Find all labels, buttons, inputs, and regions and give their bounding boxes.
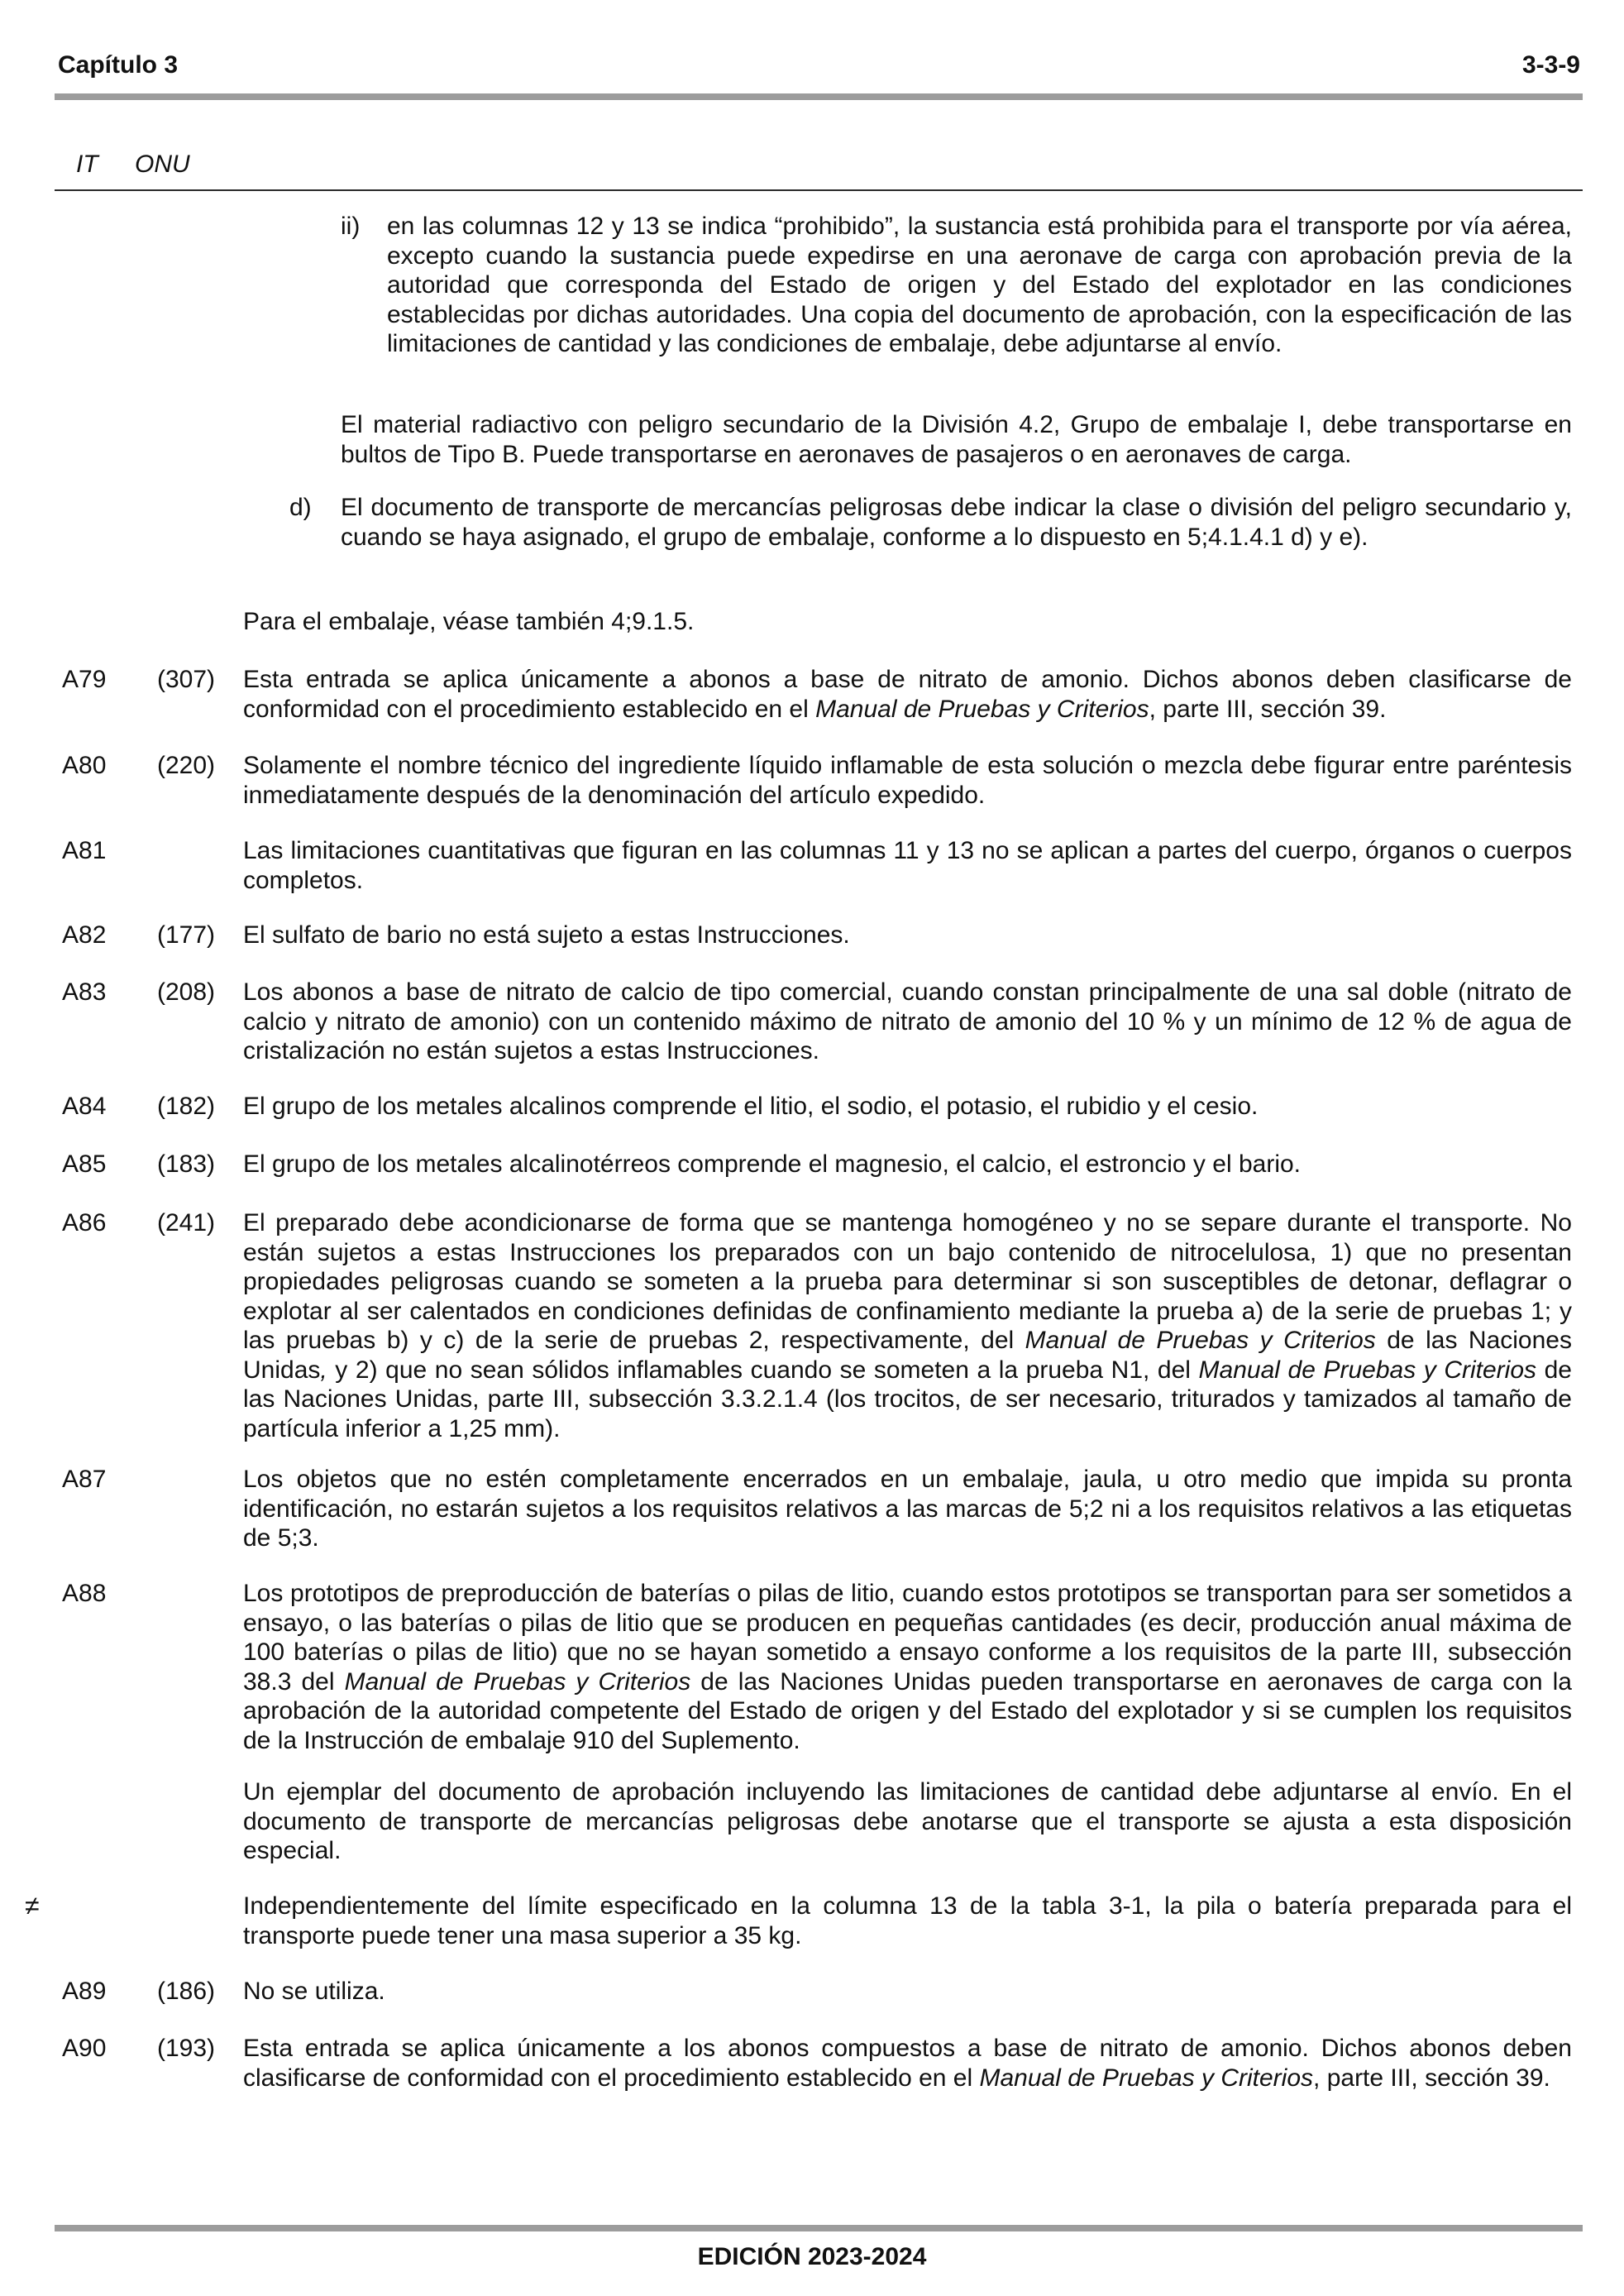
entry-text-a83: Los abonos a base de nitrato de calcio de tipo comercial, cuando constan principalmente de una sal doble (nitrato de calcio y nitrato de amonio) con un contenido máximo de nitrato de amonio del 10 % y un mínimo de 12 % de agua de cristalización no están sujetos a estas Instrucciones. bbox=[243, 978, 1572, 1064]
entry-un-number: (193) bbox=[157, 2035, 216, 2062]
entry-code: A82 bbox=[62, 921, 107, 949]
entry-code: A86 bbox=[62, 1209, 107, 1236]
column-header-it: IT bbox=[76, 151, 98, 178]
entry-text-a88-mass: Independientemente del límite especificado en la columna 13 de la tabla 3-1, la pila o batería preparada para el transporte puede tener una masa superior a 35 kg. bbox=[243, 1892, 1572, 1949]
entry-text-a88: Los prototipos de preproducción de baterías o pilas de litio, cuando estos prototipos se transportan para ser sometidos a ensayo, o las baterías o pilas de litio que se producen en pequeñas cantidades (es decir, producción anual máxima de 100 baterías o pilas de litio) que no se hayan sometido a ensayo conforme a los requisitos de la parte III, subsección 38.3 del Manual de Pruebas y Criterios de las Naciones Unidas pueden transportarse en aeronaves de carga con la aprobación de la autoridad competente del Estado de origen y del Estado del explotador y si se cumplen los requisitos de la Instrucción de embalaje 910 del Suplemento. bbox=[243, 1580, 1572, 1754]
entry-text-a81: Las limitaciones cuantitativas que figuran en las columnas 11 y 13 no se aplican a partes del cuerpo, órganos o cuerpos completos. bbox=[243, 837, 1572, 894]
entry-code: A80 bbox=[62, 752, 107, 779]
entry-text-a89: No se utiliza. bbox=[243, 1978, 385, 2005]
entry-code: A84 bbox=[62, 1093, 107, 1120]
item-ii-marker: ii) bbox=[341, 213, 361, 240]
page-number: 3-3-9 bbox=[1521, 51, 1580, 79]
entry-text-a85: El grupo de los metales alcalinotérreos comprende el magnesio, el calcio, el estroncio y el bario. bbox=[243, 1150, 1301, 1178]
item-ii-text: en las columnas 12 y 13 se indica “prohibido”, la sustancia está prohibida para el transporte por vía aérea, excepto cuando la sustancia puede expedirse en una aeronave de carga con aprobación previa de la autoridad que corresponda del Estado de origen y del Estado del explotador en las condiciones establecidas por dichas autoridades. Una copia del documento de aprobación, con la especificación de las limitaciones de cantidad y las condiciones de embalaje, debe adjuntarse al envío. bbox=[387, 213, 1572, 357]
entry-text-a84: El grupo de los metales alcalinos comprende el litio, el sodio, el potasio, el rubidio y el cesio. bbox=[243, 1093, 1259, 1120]
entry-text-a86: El preparado debe acondicionarse de forma que se mantenga homogéneo y no se separe durante el transporte. No están sujetos a estas Instrucciones los preparados con un bajo contenido de nitrocelulosa, 1) que no presentan propiedades peligrosas cuando se someten a la prueba para determinar si son susceptibles de detonar, deflagrar o explotar al ser calentados en condiciones definidas de confinamiento mediante la prueba a) de la serie de pruebas 1; y las pruebas b) y c) de la serie de pruebas 2, respectivamente, del Manual de Pruebas y Criterios de las Naciones Unidas, y 2) que no sean sólidos inflamables cuando se someten a la prueba N1, del Manual de Pruebas y Criterios de las Naciones Unidas, parte III, subsección 3.3.2.1.4 (los trocitos, de ser necesario, triturados y tamizados al tamaño de partícula inferior a 1,25 mm). bbox=[243, 1209, 1572, 1442]
entry-un-number: (186) bbox=[157, 1978, 216, 2005]
entry-text-a80: Solamente el nombre técnico del ingrediente líquido inflamable de esta solución o mezcla debe figurar entre paréntesis inmediatamente después de la denominación del artículo expedido. bbox=[243, 752, 1572, 809]
entry-un-number: (220) bbox=[157, 752, 216, 779]
entry-un-number: (177) bbox=[157, 921, 216, 949]
entry-un-number: (182) bbox=[157, 1093, 216, 1120]
entry-code: A87 bbox=[62, 1466, 107, 1493]
entry-code: A89 bbox=[62, 1978, 107, 2005]
entry-un-number: (307) bbox=[157, 666, 216, 693]
entry-code: A79 bbox=[62, 666, 107, 693]
header-rule bbox=[55, 93, 1583, 100]
entry-text-a90: Esta entrada se aplica únicamente a los abonos compuestos a base de nitrato de amonio. Dichos abonos deben clasificarse de conformidad con el procedimiento establecido en el Manual de Pruebas y Criterios, parte III, sección 39. bbox=[243, 2035, 1572, 2092]
entry-code: A85 bbox=[62, 1150, 107, 1178]
footer-rule bbox=[55, 2225, 1583, 2231]
chapter-title: Capítulo 3 bbox=[58, 51, 179, 79]
entry-text-a79: Esta entrada se aplica únicamente a abonos a base de nitrato de amonio. Dichos abonos deben clasificarse de conformidad con el procedimiento establecido en el Manual de Pruebas y Criterios, parte III, sección 39. bbox=[243, 666, 1572, 723]
entry-code: A81 bbox=[62, 837, 107, 864]
entry-code: A90 bbox=[62, 2035, 107, 2062]
entry-un-number: (241) bbox=[157, 1209, 216, 1236]
radioactive-paragraph: El material radiactivo con peligro secundario de la División 4.2, Grupo de embalaje I, debe transportarse en bultos de Tipo B. Puede transportarse en aeronaves de pasajeros o en aeronaves de carga. bbox=[341, 411, 1572, 468]
edition-footer: EDICIÓN 2023-2024 bbox=[697, 2243, 927, 2270]
entry-code: A83 bbox=[62, 978, 107, 1006]
entry-code: A88 bbox=[62, 1580, 107, 1607]
entry-un-number: (208) bbox=[157, 978, 216, 1006]
packing-note: Para el embalaje, véase también 4;9.1.5. bbox=[243, 608, 695, 635]
column-header-rule bbox=[55, 189, 1583, 191]
item-d-marker: d) bbox=[289, 494, 312, 521]
entry-un-number: (183) bbox=[157, 1150, 216, 1178]
entry-text-a82: El sulfato de bario no está sujeto a estas Instrucciones. bbox=[243, 921, 850, 949]
item-d-text: El documento de transporte de mercancías peligrosas debe indicar la clase o división del peligro secundario y, cuando se haya asignado, el grupo de embalaje, conforme a lo dispuesto en 5;4.1.4.1 d) y e). bbox=[341, 494, 1572, 551]
change-marker: ≠ bbox=[25, 1891, 40, 1921]
entry-text-a87: Los objetos que no estén completamente encerrados en un embalaje, jaula, u otro medio que impida su pronta identificación, no estarán sujetos a los requisitos relativos a las marcas de 5;2 ni a los requisitos relativos a las etiquetas de 5;3. bbox=[243, 1466, 1572, 1552]
column-header-onu: ONU bbox=[135, 151, 190, 178]
entry-text-a88-approval: Un ejemplar del documento de aprobación incluyendo las limitaciones de cantidad debe adjuntarse al envío. En el documento de transporte de mercancías peligrosas debe anotarse que el transporte se ajusta a esta disposición especial. bbox=[243, 1778, 1572, 1864]
